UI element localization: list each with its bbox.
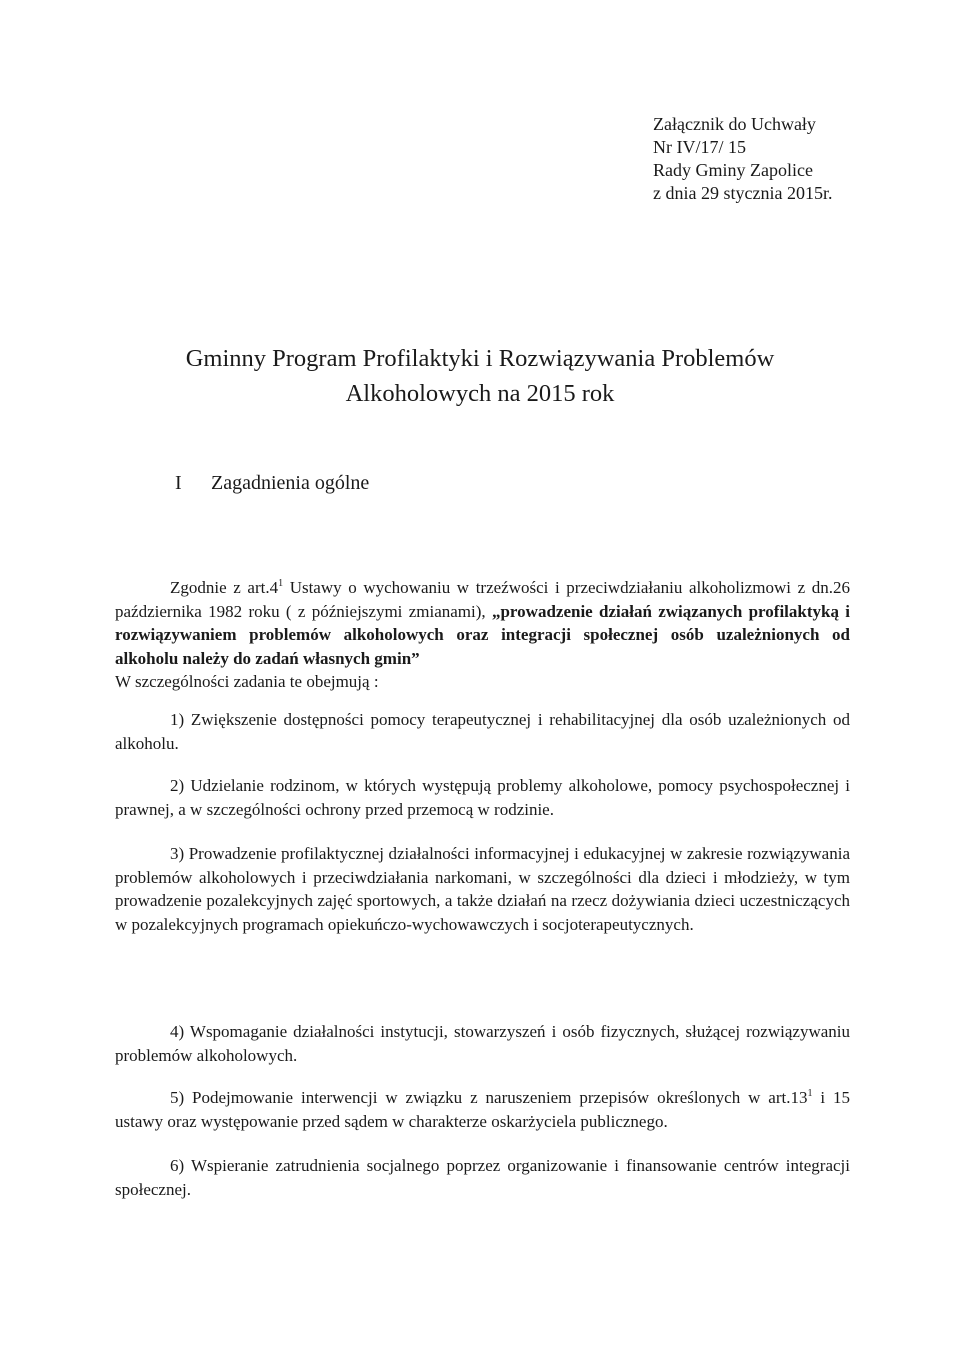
attachment-line-1: Załącznik do Uchwały [653,114,816,134]
item-5-part-1: 5) Podejmowanie interwencji w związku z naruszeniem przepisów określonych w art.13 [170,1088,808,1107]
list-item [115,1020,850,1067]
intro-part-2: Ustawy o wychowaniu w trzeźwości i przeciwdziałaniu alkoholizmowi z dn.26 października 1982 roku ( z późniejszymi zmianami), [115,578,850,621]
item-2-text: 2) Udzielanie rodzinom, w których występują problemy alkoholowe, pomocy psychospołecznej i prawnej, a w szczególności ochrony przed przemocą w rodzinie. [115,776,850,819]
title-line-1: Gminny Program Profilaktyki i Rozwiązywania Problemów [185,345,775,372]
item-4-text: 4) Wspomaganie działalności instytucji, stowarzyszeń i osób fizycznych, służącej rozwiązywaniu problemów alkoholowych. [115,1022,850,1065]
section-title: Zagadnienia ogólne [211,472,370,494]
intro-scope: W szczególności zadania te obejmują : [115,672,379,691]
title-line-2: Alkoholowych na 2015 rok [345,380,615,407]
section-number: I [175,472,182,494]
attachment-line-2: Nr IV/17/ 15 [653,137,746,157]
intro-text [115,576,850,670]
document-title [0,341,960,411]
attachment-line-3: Rady Gminy Zapolice [653,160,813,180]
intro-superscript: 1 [278,578,284,589]
item-1-text: 1) Zwiększenie dostępności pomocy terapeutycznej i rehabilitacyjnej dla osób uzależnionych od alkoholu. [115,710,850,753]
list-item [115,1154,850,1201]
list-item [115,708,850,755]
list-item [115,1086,850,1133]
item-6-text: 6) Wspieranie zatrudnienia socjalnego poprzez organizowanie i finansowanie centrów integracji społecznej. [115,1156,850,1199]
item-5-part-2: i 15 ustawy oraz występowanie przed sądem w charakterze oskarżyciela publicznego. [115,1088,850,1131]
item-5-superscript: 1 [807,1088,813,1099]
section-heading [175,469,369,497]
intro-paragraph [115,576,850,694]
list-item [115,842,850,936]
item-3-text: 3) Prowadzenie profilaktycznej działalności informacyjnej i edukacyjnej w zakresie rozwiązywania problemów alkoholowych i przeciwdziałania narkomani, w szczególności dla dzieci i młodzieży, w tym prowadzenie pozalekcyjnych zajęć sportowych, a także działań na rzecz dożywiania dzieci uczestniczących w pozalekcyjnych programach opiekuńczo-wychowawczych i socjoterapeutycznych. [115,844,850,934]
item-5-text [115,1086,850,1133]
intro-part-1: Zgodnie z art.4 [170,578,279,597]
intro-bold-quote: „prowadzenie działań związanych profilaktyką i rozwiązywaniem problemów alkoholowych oraz integracji społecznej osób uzależnionych od alkoholu należy do zadań własnych gmin” [115,601,850,668]
list-item [115,774,850,821]
attachment-line-4: z dnia 29 stycznia 2015r. [653,183,833,203]
attachment-header [653,113,832,205]
